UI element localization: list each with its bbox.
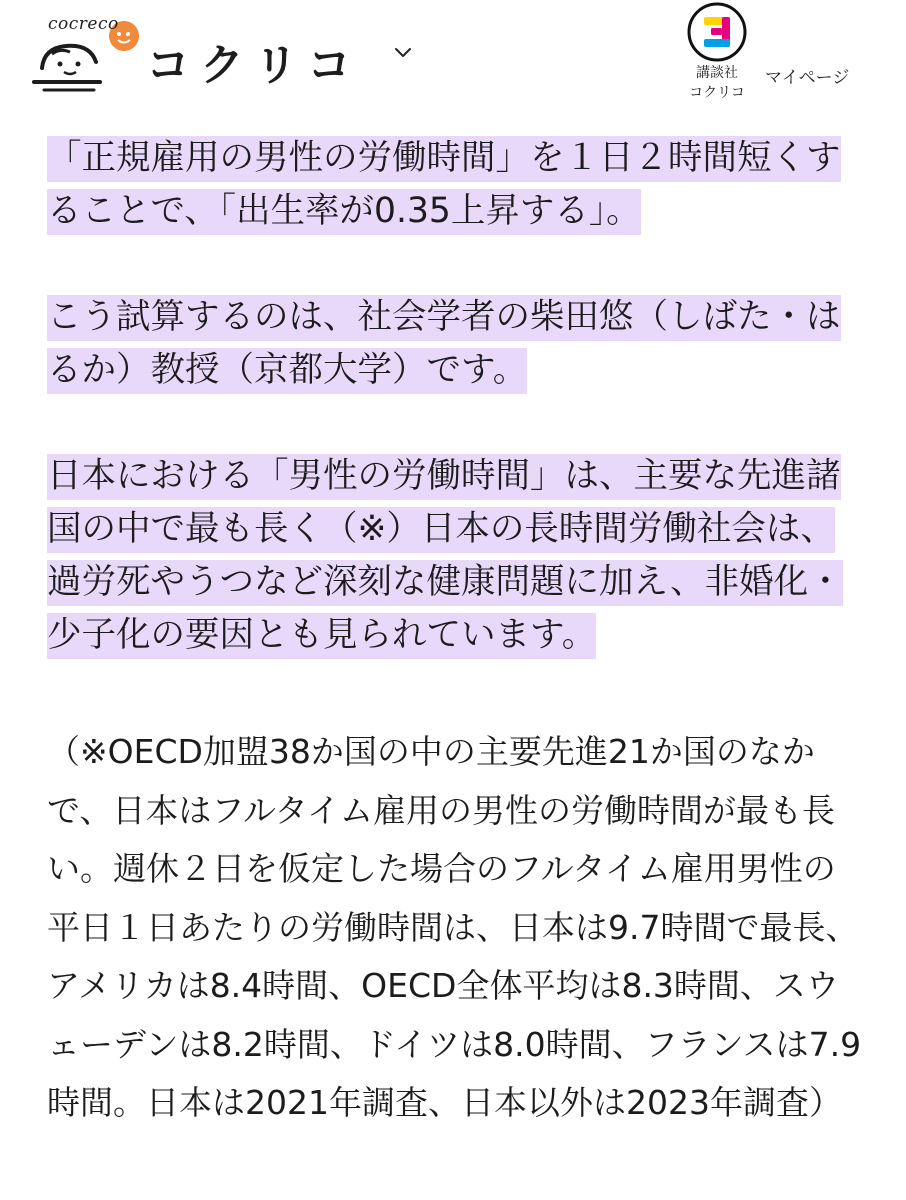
kodansha-cocreco-logo-icon [687, 2, 747, 62]
kodansha-cocreco-link[interactable] [680, 2, 754, 102]
highlighted-text: 「正規雇用の男性の労働時間」を１日２時間短くすることで、「出生率が0.35上昇する」。 [47, 136, 841, 235]
mascot-logo-icon [30, 14, 142, 94]
site-logo[interactable] [30, 14, 361, 94]
highlighted-text: 日本における「男性の労働時間」は、主要な先進諸国の中で最も長く（※）日本の長時間労働社会は、過労死やうつなど深刻な健康問題に加え、非婚化・少子化の要因とも見られています。 [47, 454, 843, 659]
kodansha-label-line1: 講談社 [696, 65, 738, 81]
article-paragraph [47, 450, 867, 662]
kodansha-label-line2: コクリコ [689, 85, 745, 101]
site-header [0, 0, 906, 120]
article-paragraph [47, 132, 867, 238]
logo-script-text: cocreco [48, 14, 119, 34]
mypage-link[interactable]: マイページ [765, 68, 850, 88]
chevron-down-icon[interactable] [392, 42, 414, 64]
article-body [47, 132, 867, 1133]
article-paragraph [47, 291, 867, 397]
article-footnote: （※OECD加盟38か国の中の主要先進21か国のなかで、日本はフルタイム雇用の男性の労働時間が最も長い。週休２日を仮定した場合のフルタイム雇用男性の平日１日あたりの労働時間は、日本は9.7時間で最長、アメリカは8.4時間、OECD全体平均は8.3時間、スウェーデンは8.2時間、ドイツは8.0時間、フランスは7.9時間。日本は2021年調査、日本以外は2023年調査） [47, 732, 862, 1122]
site-title: コクリコ [146, 40, 362, 91]
highlighted-text: こう試算するのは、社会学者の柴田悠（しばた・はるか）教授（京都大学）です。 [47, 295, 841, 394]
